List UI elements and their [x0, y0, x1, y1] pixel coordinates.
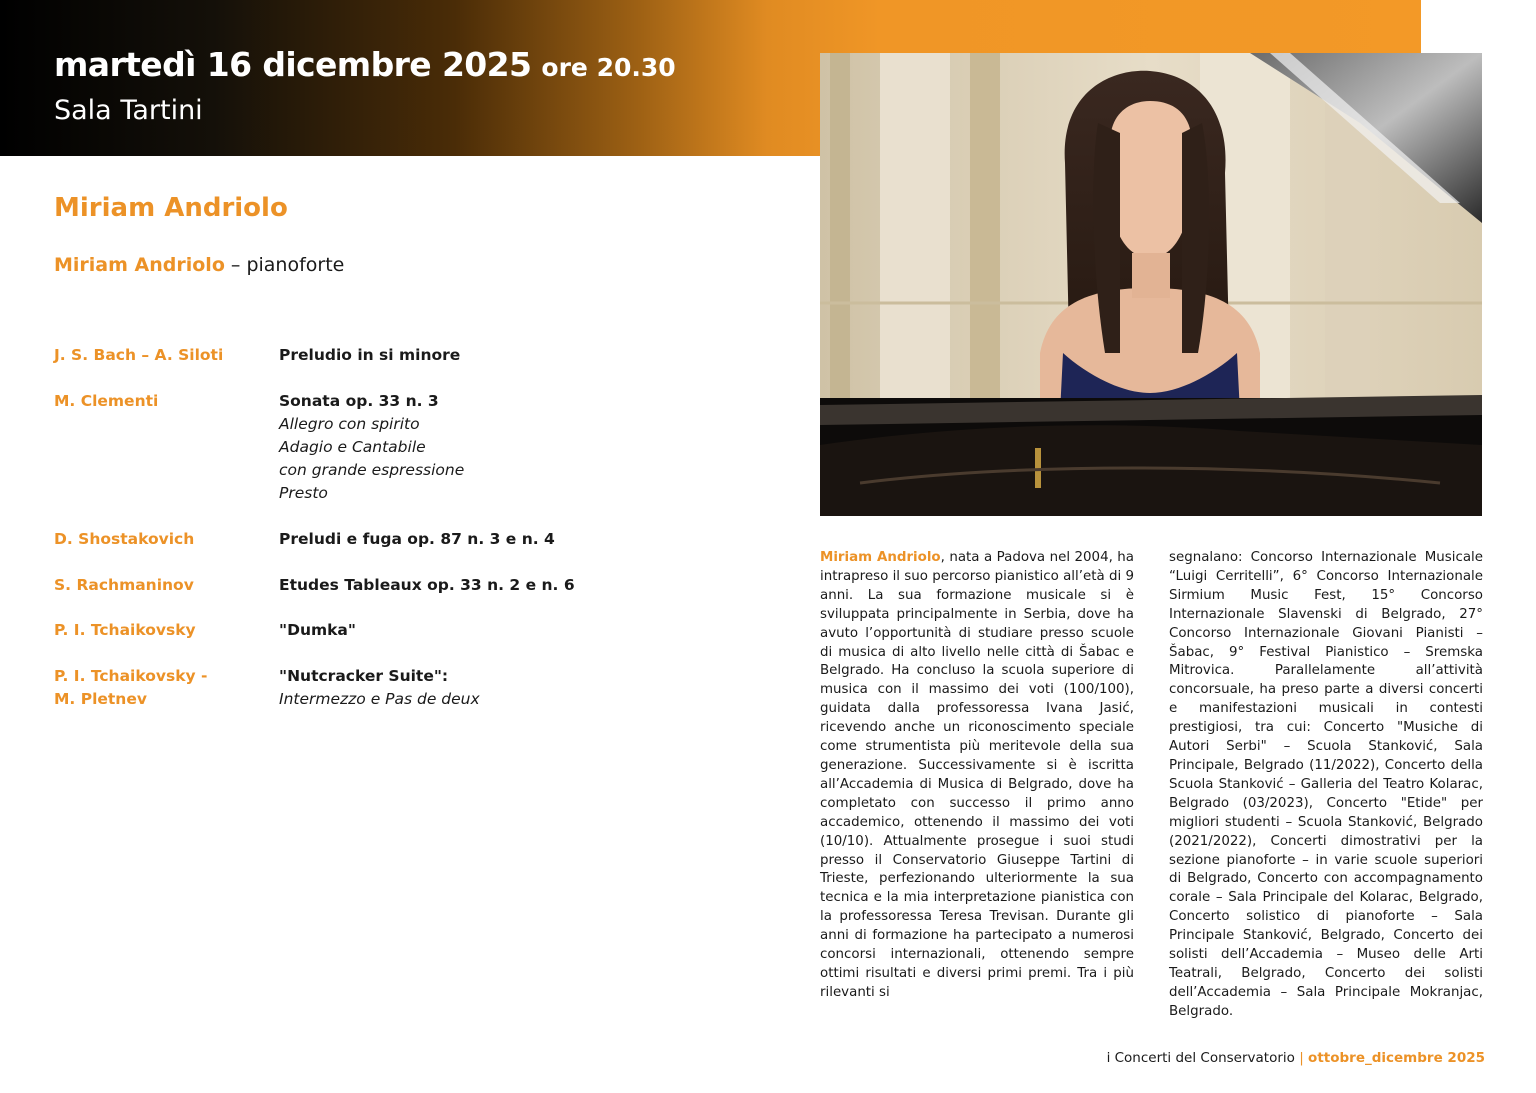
program-composer: D. Shostakovich [54, 530, 195, 548]
bio-column-2: segnalano: Concorso Internazionale Musicale “Luigi Cerritelli”, 6° Concorso Internazionale Sirmium Music Fest, 15° Concorso Internazionale Slavenski di Belgrado, 27° Concorso Internazionale Giovani Pianisti – Šabac, 9° Festival Pianistico – Sremska Mitrovica. Parallelamente all’attività concorsuale, ha preso parte a diversi concerti e manifestazioni musicali in contesti prestigiosi, tra cui: Concerto "Musiche di Autori Serbi" – Scuola Stanković, Sala Principale, Belgrado (11/2022), Concerto della Scuola Stanković – Galleria del Teatro Kolarac, Belgrado (03/2023), Concerto "Etide" per migliori studenti – Scuola Stanković, Belgrado (2021/2022), Concerti dimostrativi per la sezione pianoforte – in varie scuole superiori di Belgrado, Concerto con accompagnamento corale – Sala Principale del Kolarac, Belgrado, Concerto solistico di pianoforte – Sala Principale Stanković, Belgrado, Concerto dei solisti dell’Accademia – Museo delle Arti Teatrali, Belgrado, Concerto dei solisti dell’Accademia – Sala Principale Mokranjac, Belgrado. [1169, 550, 1483, 1019]
work-title: "Nutcracker Suite": [279, 667, 449, 685]
performer-role: – pianoforte [224, 254, 345, 276]
work-title: Etudes Tableaux op. 33 n. 2 e n. 6 [279, 576, 575, 594]
work-title: Preludio in si minore [279, 346, 461, 364]
time-text: ore 20.30 [541, 53, 676, 82]
program-work [279, 344, 460, 367]
work-movement: Intermezzo e Pas de deux [279, 690, 480, 708]
performer-name: Miriam Andriolo [54, 254, 225, 276]
work-movement: con grande espressione [279, 461, 465, 479]
program-composer: S. Rachmaninov [54, 576, 194, 594]
footer-period: ottobre_dicembre 2025 [1308, 1050, 1485, 1066]
program-composer: J. S. Bach – A. Siloti [54, 346, 224, 364]
program-work [279, 665, 480, 711]
work-title: "Dumka" [279, 621, 356, 639]
bio-name: Miriam Andriolo [820, 550, 941, 565]
footer-separator: | [1294, 1050, 1309, 1066]
program-composer [54, 665, 207, 711]
pianist-photo [820, 53, 1482, 516]
program-work [279, 619, 356, 642]
bio-column-1 [820, 549, 1134, 1003]
event-title: Miriam Andriolo [54, 193, 288, 223]
performer-line [54, 254, 344, 277]
work-movement: Adagio e Cantabile [279, 438, 426, 456]
pianist-photo-icon [820, 53, 1482, 516]
program-composer: P. I. Tchaikovsky [54, 621, 196, 639]
footer-series: i Concerti del Conservatorio [1106, 1050, 1295, 1066]
date-text: martedì 16 dicembre 2025 [54, 45, 532, 84]
bio-text: , nata a Padova nel 2004, ha intrapreso il suo percorso pianistico all’età di 9 anni. La sua formazione musicale si è sviluppata principalmente in Serbia, dove ha avuto l’opportunità di studiare presso scuole di musica di alto livello nelle città di Šabac e Belgrado. Ha concluso la scuola superiore di musica con il massimo dei voti (100/100), guidata dalla professoressa Ivana Jasić, ricevendo anche un riconoscimento speciale come strumentista più meritevole della sua generazione. Successivamente si è iscritta all’Accademia di Musica di Belgrado, dove ha completato con successo il primo anno accademico, ottenendo il massimo dei voti (10/10). Attualmente prosegue i suoi studi presso il Conservatorio Giuseppe Tartini di Trieste, perfezionando ulteriormente la sua tecnica e la mia interpretazione pianistica con la professoressa Teresa Trevisan. Durante gli anni di formazione ha partecipato a numerosi concorsi internazionali, ottenendo sempre ottimi risultati e diversi primi premi. Tra i più rilevanti si [820, 550, 1134, 1000]
event-date [54, 45, 676, 84]
footer [1107, 1050, 1485, 1066]
composer-line: P. I. Tchaikovsky - [54, 667, 208, 685]
program-composer: M. Clementi [54, 392, 159, 410]
venue: Sala Tartini [54, 95, 203, 126]
work-movement: Presto [279, 484, 328, 502]
work-title: Sonata op. 33 n. 3 [279, 392, 439, 410]
work-title: Preludi e fuga op. 87 n. 3 e n. 4 [279, 530, 555, 548]
program-work [279, 390, 464, 505]
composer-line: M. Pletnev [54, 690, 147, 708]
program-work [279, 528, 555, 551]
program-work [279, 574, 575, 597]
work-movement: Allegro con spirito [279, 415, 420, 433]
